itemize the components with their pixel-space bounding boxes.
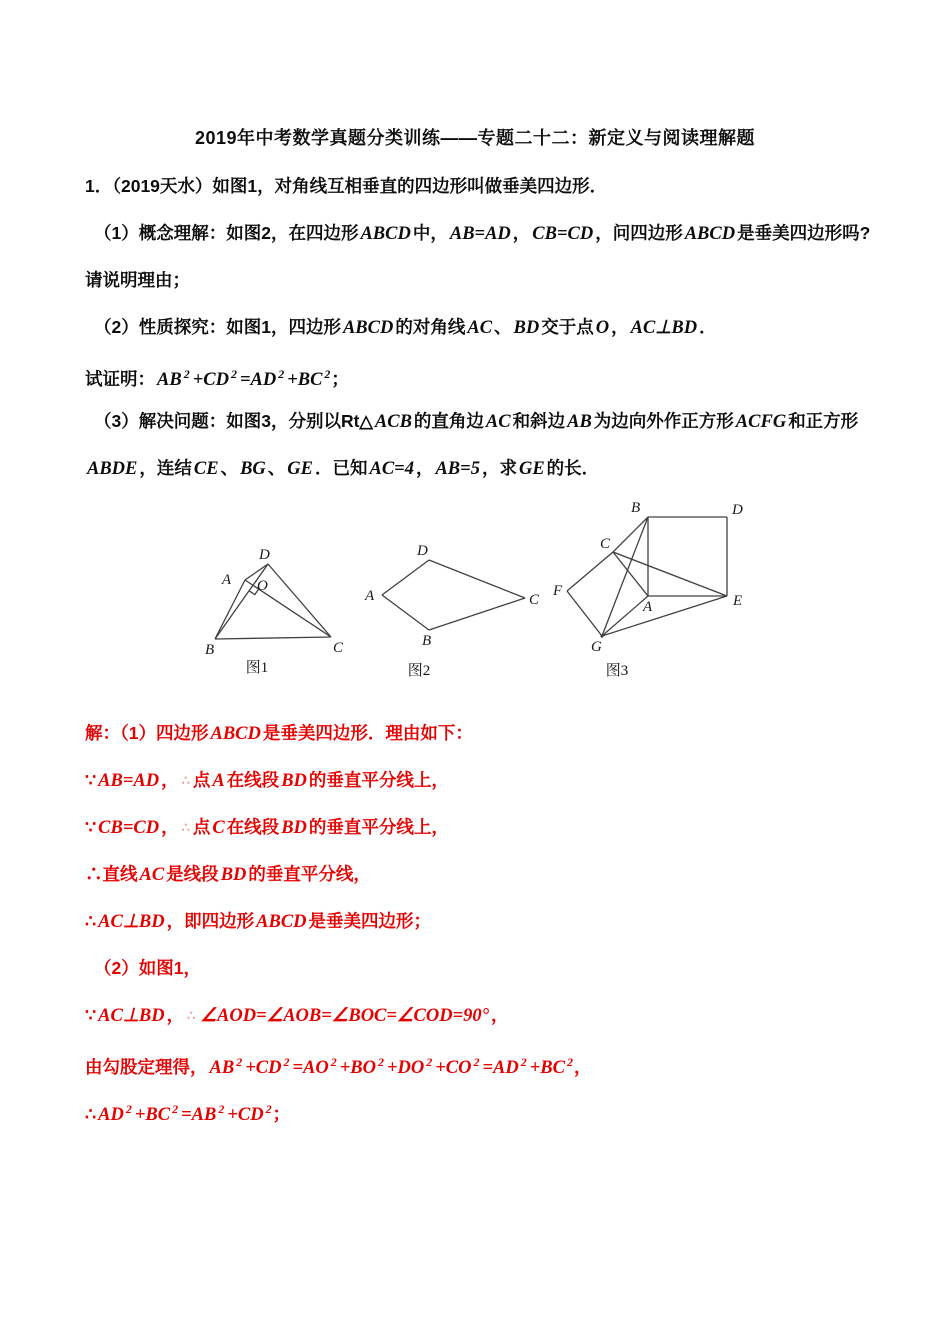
figure-segment [567, 591, 602, 636]
fig2-quadrilateral-sides [382, 560, 525, 630]
text-run: ， [512, 223, 531, 243]
text-line [85, 710, 865, 757]
math-variable: =AO [292, 1058, 329, 1078]
text-run: ． [699, 317, 717, 337]
text-line [85, 757, 865, 804]
text-run: 点 [192, 817, 211, 837]
superscript: 2 [236, 1055, 243, 1069]
figure-segment [429, 598, 525, 630]
text-run: 是垂美四边形．理由如下： [262, 723, 473, 743]
fig3-vertex-label-b: B [631, 500, 641, 516]
text-run: ∵ [85, 770, 97, 790]
figure-segment [429, 560, 525, 598]
math-variable: ABCD [684, 224, 736, 244]
math-variable: GE [518, 459, 545, 479]
math-variable: AB=AD [98, 771, 160, 791]
text-run: 是垂美四边形； [308, 911, 432, 931]
text-line [85, 398, 865, 445]
math-variable: CB=CD [98, 818, 160, 838]
text-run: ，即四边形 [166, 911, 255, 931]
superscript: 2 [172, 1102, 179, 1116]
fig2-vertex-label-b: B [422, 633, 432, 649]
text-line [85, 898, 865, 945]
math-variable: +BC [287, 370, 323, 390]
fig2-caption: 图2 [407, 663, 431, 679]
text-run: ∵ [85, 1005, 97, 1025]
math-variable: AC [467, 318, 493, 338]
math-variable: AC⊥BD [98, 912, 165, 932]
text-run: ， [166, 1005, 185, 1025]
text-line [85, 257, 865, 304]
text-run: ， [415, 458, 434, 478]
faint-therefore-symbol: ∴ [181, 820, 190, 835]
superscript: 2 [566, 1055, 573, 1069]
math-variable: =AD [482, 1058, 519, 1078]
figure-segment [613, 517, 648, 552]
math-variable: +CO [435, 1058, 472, 1078]
text-run: 由勾股定理得， [85, 1057, 208, 1077]
superscript: 2 [183, 367, 190, 381]
text-run: （2）如图1， [94, 958, 201, 978]
superscript: 2 [218, 1102, 225, 1116]
text-run: ； [272, 1104, 291, 1124]
math-variable: +BC [134, 1105, 171, 1125]
superscript: 2 [426, 1055, 433, 1069]
figure-segment [567, 552, 613, 591]
superscript: 2 [125, 1102, 132, 1116]
text-line [85, 1039, 865, 1086]
text-run: ， [161, 770, 179, 790]
math-variable: AB=5 [435, 459, 480, 479]
fig2-vertex-label-c: C [529, 592, 540, 608]
figures-row [0, 492, 950, 710]
text-run: ，问四边形 [595, 223, 683, 243]
text-run: ，连结 [139, 458, 192, 478]
math-variable: AB [567, 412, 592, 432]
math-variable: ACFG [735, 412, 787, 432]
fig1-vertex-label-a: A [221, 572, 231, 588]
fig3-vertex-label-e: E [733, 593, 743, 609]
text-run: 是垂美四边形吗? [737, 223, 871, 243]
superscript: 2 [377, 1055, 384, 1069]
fig3-vertex-label-d: D [732, 502, 743, 518]
math-variable: ABCD [256, 912, 307, 932]
text-line [85, 445, 865, 492]
superscript: 2 [324, 367, 331, 381]
faint-therefore-symbol: ∴ [181, 773, 190, 788]
fig1-vertex-label-b: B [205, 642, 215, 658]
superscript: 2 [473, 1055, 480, 1069]
fig1-diagonals [215, 564, 331, 639]
text-run: ， [611, 317, 629, 337]
text-run: 的长． [546, 458, 600, 478]
text-run: 解：（1）四边形 [85, 723, 209, 743]
math-variable: AC⊥BD [98, 1006, 165, 1026]
text-line [85, 1086, 865, 1133]
math-variable: CB=CD [532, 224, 594, 244]
math-variable: ABDE [87, 459, 138, 479]
text-run: 1．（2019天水）如图1，对角线互相垂直的四边形叫做垂美四边形． [85, 176, 608, 196]
text-run: 试证明： [85, 369, 155, 389]
math-variable: BD [513, 318, 540, 338]
math-variable: AC⊥BD [630, 318, 698, 338]
math-variable: ABCD [342, 318, 394, 338]
math-variable: C [212, 818, 225, 838]
text-line [85, 992, 865, 1039]
figure-segment [602, 596, 727, 636]
math-variable: CE [193, 459, 219, 479]
fig3-caption: 图3 [605, 663, 629, 679]
text-line [85, 163, 865, 210]
fig3-connecting-segments [602, 517, 727, 636]
fig1-vertex-label-o: O [257, 578, 268, 594]
math-variable: BG [240, 459, 266, 479]
text-run: ∴ [85, 1104, 97, 1124]
superscript: 2 [278, 367, 285, 381]
fig1-quadrilateral-sides [215, 564, 331, 639]
text-line [85, 304, 865, 351]
fig3-vertex-label-c: C [600, 536, 611, 552]
math-variable: ABCD [210, 724, 261, 744]
math-variable: AB [157, 370, 182, 390]
figure-segment [268, 564, 331, 637]
math-variable: BD [281, 818, 307, 838]
text-line [85, 851, 865, 898]
math-variable: +CD [227, 1105, 264, 1125]
text-run: ，求 [481, 458, 517, 478]
faint-therefore-symbol: ∴ [187, 1008, 196, 1023]
text-run: ； [331, 369, 349, 389]
figure-2-kite-diagram [355, 539, 555, 689]
superscript: 2 [230, 367, 237, 381]
text-run: ∴直线 [85, 864, 138, 884]
superscript: 2 [283, 1055, 290, 1069]
text-run: 为边向外作正方形 [593, 411, 734, 431]
math-variable: AC [139, 865, 165, 885]
math-variable: +CD [192, 370, 229, 390]
math-variable: A [212, 771, 225, 791]
superscript: 2 [520, 1055, 527, 1069]
fig2-vertex-label-d: D [417, 543, 428, 559]
text-run: 在线段 [226, 770, 280, 790]
figure-1-quadrilateral-diagram [185, 539, 355, 679]
fig1-caption: 图1 [245, 660, 269, 676]
text-run: ， [491, 1005, 509, 1025]
fig3-vertex-label-g: G [591, 639, 602, 655]
math-variable: GE [287, 459, 313, 479]
math-variable: BD [281, 771, 307, 791]
figure-segment [382, 595, 429, 630]
math-variable: O [595, 318, 610, 338]
superscript: 2 [330, 1055, 337, 1069]
text-run: 的对角线 [395, 317, 466, 337]
solution-section [0, 710, 950, 1133]
text-run: 点 [192, 770, 211, 790]
text-line [85, 351, 865, 398]
text-run: ， [161, 817, 179, 837]
math-variable: AB [209, 1058, 235, 1078]
text-run: 交于点 [541, 317, 594, 337]
text-run: 是线段 [166, 864, 219, 884]
math-variable: +DO [386, 1058, 425, 1078]
text-run: ∴ [85, 911, 97, 931]
math-variable: AC=4 [369, 459, 414, 479]
text-run: （3）解决问题：如图3，分别以Rt△ [94, 411, 373, 431]
text-line [85, 945, 865, 992]
fig3-vertex-label-a: A [643, 599, 653, 615]
figure-segment [602, 596, 648, 636]
text-run: 的垂直平分线， [248, 864, 371, 884]
math-variable: BD [220, 865, 247, 885]
fig3-vertex-dot-g [600, 634, 603, 637]
math-variable: AC [485, 412, 511, 432]
text-run: （2）性质探究：如图1，四边形 [94, 317, 341, 337]
figure-3-squares-diagram [545, 494, 770, 694]
text-run: ， [573, 1057, 592, 1077]
text-line [85, 804, 865, 851]
text-run: 请说明理由； [85, 270, 190, 290]
text-run: 的直角边 [413, 411, 484, 431]
figure-segment [602, 517, 648, 636]
problem-section [0, 163, 950, 492]
text-line [85, 210, 871, 257]
math-variable: AD [98, 1105, 124, 1125]
math-variable: ACB [374, 412, 412, 432]
math-variable: +CD [245, 1058, 282, 1078]
fig1-vertex-label-d: D [259, 547, 270, 563]
text-run: ．已知 [314, 458, 368, 478]
text-run: 的垂直平分线上， [308, 770, 449, 790]
page-title: 2019年中考数学真题分类训练——专题二十二：新定义与阅读理解题 [194, 128, 756, 148]
text-run: 中， [412, 223, 448, 243]
text-run: 和斜边 [512, 411, 566, 431]
figure-segment [215, 580, 245, 639]
fig1-vertex-label-c: C [333, 640, 344, 656]
text-run: ∵ [85, 817, 97, 837]
figure-segment [215, 637, 331, 639]
text-run: 在线段 [226, 817, 280, 837]
fig3-vertex-label-f: F [553, 583, 563, 599]
math-variable: +BC [529, 1058, 565, 1078]
text-run: 、 [220, 458, 239, 478]
text-run: 和正方形 [788, 411, 859, 431]
figure-segment [382, 560, 429, 595]
text-run: （1）概念理解：如图2，在四边形 [94, 223, 359, 243]
fig2-vertex-label-a: A [365, 588, 375, 604]
text-run: 的垂直平分线上， [308, 817, 449, 837]
math-variable: ∠AOD=∠AOB=∠BOC=∠COD=90° [200, 1006, 490, 1026]
text-run: 、 [494, 317, 512, 337]
math-variable: ABCD [360, 224, 411, 244]
math-variable: =AD [239, 370, 277, 390]
math-variable: AB=AD [449, 224, 511, 244]
math-variable: =AB [181, 1105, 217, 1125]
math-variable: +BO [339, 1058, 376, 1078]
superscript: 2 [265, 1102, 272, 1116]
fig3-square-abde [648, 517, 727, 596]
text-run: 、 [267, 458, 286, 478]
